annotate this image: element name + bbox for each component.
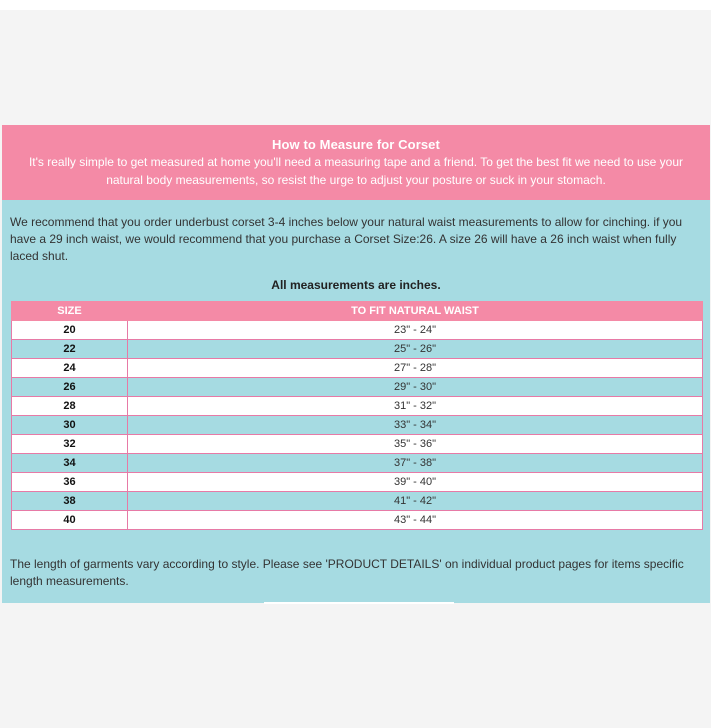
table-row — [12, 378, 703, 397]
footer-note: The length of garments vary according to style. Please see 'PRODUCT DETAILS' on individual product pages for items specific length measurements. — [10, 557, 684, 588]
table-row — [12, 492, 703, 511]
size-cell: 40 — [12, 511, 128, 530]
table-row — [12, 454, 703, 473]
table-row — [12, 359, 703, 378]
size-table — [11, 301, 703, 530]
table-row — [12, 321, 703, 340]
table-header-row — [12, 302, 703, 321]
waist-cell: 43" - 44" — [128, 511, 703, 530]
intro-paragraph: We recommend that you order underbust corset 3-4 inches below your natural waist measurements to allow for cinching. if you have a 29 inch waist, we would recommend that you purchase a Corset Size:26. A size 26 will have a 26 inch waist when fully laced shut. — [10, 215, 683, 263]
table-caption: All measurements are inches. — [271, 278, 441, 292]
waist-cell: 41" - 42" — [128, 492, 703, 511]
column-header-waist: TO FIT NATURAL WAIST — [128, 302, 703, 321]
size-guide-card — [2, 125, 710, 603]
waist-cell: 27" - 28" — [128, 359, 703, 378]
size-cell: 26 — [12, 378, 128, 397]
waist-cell: 37" - 38" — [128, 454, 703, 473]
waist-cell: 31" - 32" — [128, 397, 703, 416]
waist-cell: 23" - 24" — [128, 321, 703, 340]
size-cell: 24 — [12, 359, 128, 378]
size-table-wrapper — [11, 301, 702, 530]
waist-cell: 33" - 34" — [128, 416, 703, 435]
size-cell: 36 — [12, 473, 128, 492]
size-cell: 32 — [12, 435, 128, 454]
waist-cell: 25" - 26" — [128, 340, 703, 359]
table-row — [12, 416, 703, 435]
waist-cell: 39" - 40" — [128, 473, 703, 492]
page-title: How to Measure for Corset — [272, 137, 440, 152]
size-cell: 20 — [12, 321, 128, 340]
table-row — [12, 435, 703, 454]
table-row — [12, 473, 703, 492]
header-subtitle: It's really simple to get measured at home you'll need a measuring tape and a friend. To get the best fit we need to use your natural body measurements, so resist the urge to adjust your posture or suck in your stomach. — [28, 155, 684, 187]
table-row — [12, 511, 703, 530]
waist-cell: 29" - 30" — [128, 378, 703, 397]
size-table-body — [12, 321, 703, 530]
bottom-divider — [264, 602, 454, 604]
top-strip — [0, 0, 711, 10]
table-row — [12, 397, 703, 416]
waist-cell: 35" - 36" — [128, 435, 703, 454]
measure-header — [2, 125, 710, 200]
size-cell: 28 — [12, 397, 128, 416]
size-cell: 30 — [12, 416, 128, 435]
column-header-size: SIZE — [12, 302, 128, 321]
size-cell: 38 — [12, 492, 128, 511]
size-cell: 22 — [12, 340, 128, 359]
size-cell: 34 — [12, 454, 128, 473]
table-row — [12, 340, 703, 359]
